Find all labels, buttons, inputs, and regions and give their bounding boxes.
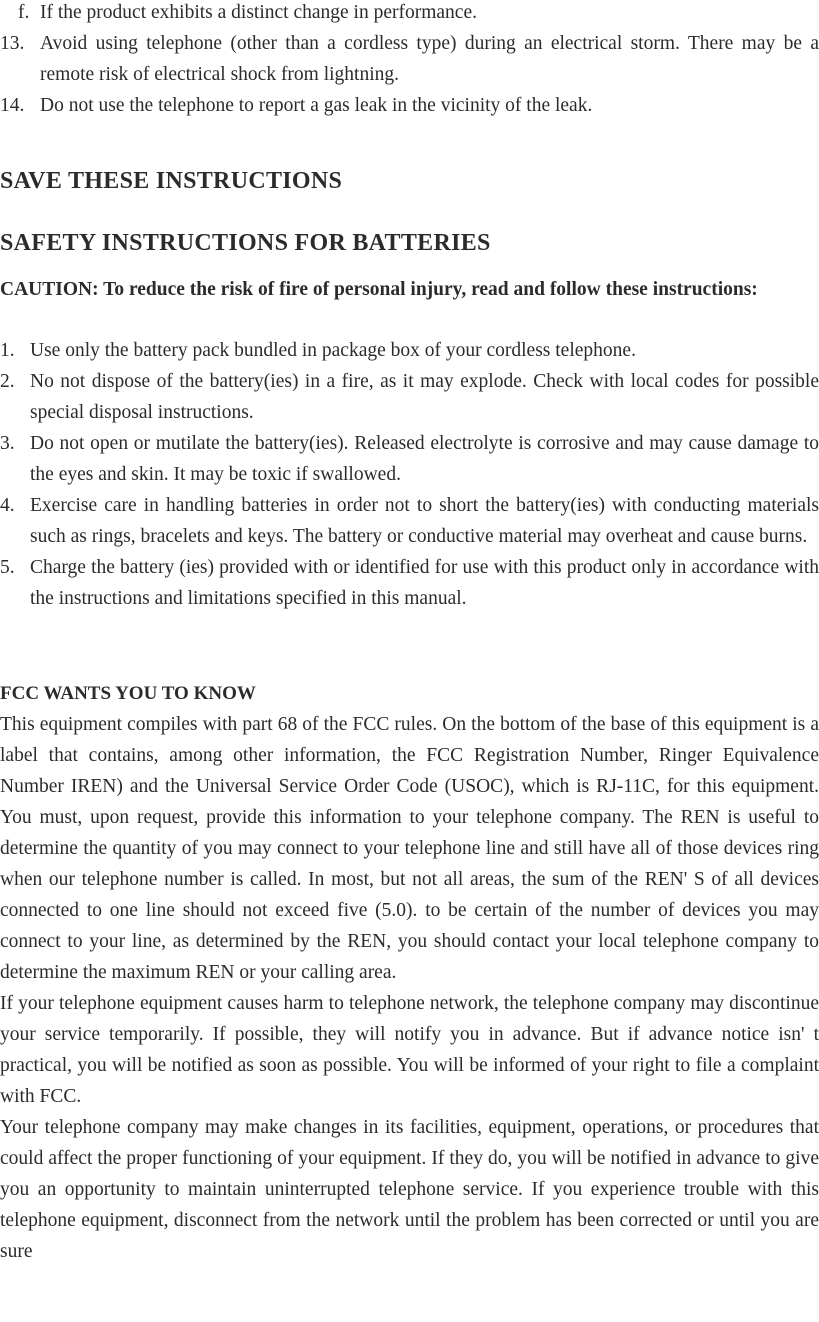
battery-heading: SAFETY INSTRUCTIONS FOR BATTERIES — [0, 230, 491, 256]
item-number: 4. — [0, 495, 15, 516]
item-text: Exercise care in handling batteries in order not to short the battery(ies) with conducting materials such as rings, bracelets and keys. The battery or conductive material may overheat and cause burns. — [30, 495, 819, 547]
battery-list — [0, 335, 819, 614]
item-number: 2. — [0, 371, 15, 392]
item-number: f. — [18, 2, 30, 23]
fcc-paragraph: Your telephone company may make changes in its facilities, equipment, operations, or procedures that could affect the proper functioning of your equipment. If they do, you will be notified in advance to give you an opportunity to maintain uninterrupted telephone service. If you experience trouble with this telephone equipment, disconnect from the network until the problem has been corrected or until you are sure — [0, 1117, 819, 1262]
item-text: Charge the battery (ies) provided with or identified for use with this product only in accordance with the instructions and limitations specified in this manual. — [30, 557, 819, 609]
caution-text: CAUTION: To reduce the risk of fire of personal injury, read and follow these instructions: — [0, 279, 758, 300]
item-number: 14. — [0, 95, 25, 116]
item-number: 1. — [0, 340, 15, 361]
item-text: Use only the battery pack bundled in package box of your cordless telephone. — [30, 340, 636, 361]
item-text: No not dispose of the battery(ies) in a fire, as it may explode. Check with local codes for possible special disposal instructions. — [30, 371, 819, 423]
fcc-section — [0, 678, 819, 1267]
item-text: Do not use the telephone to report a gas leak in the vicinity of the leak. — [40, 95, 593, 116]
item-number: 3. — [0, 433, 15, 454]
fcc-paragraph: If your telephone equipment causes harm to telephone network, the telephone company may discontinue your service temporarily. If possible, they will notify you in advance. But if advance notice isn' t practical, you will be notified as soon as possible. You will be informed of your right to file a complaint with FCC. — [0, 993, 819, 1107]
list-item — [0, 490, 819, 552]
item-text: Avoid using telephone (other than a cordless type) during an electrical storm. There may be a remote risk of electrical shock from lightning. — [40, 33, 819, 85]
list-item — [0, 366, 819, 428]
fcc-paragraph: This equipment compiles with part 68 of the FCC rules. On the bottom of the base of this equipment is a label that contains, among other information, the FCC Registration Number, Ringer Equivalence Number IREN) and the Universal Service Order Code (USOC), which is RJ-11C, for this equipment. You must, upon request, provide this information to your telephone company. The REN is useful to determine the quantity of you may connect to your telephone line and still have all of those devices ring when our telephone number is called. In most, but not all areas, the sum of the REN' S of all devices connected to one line should not exceed five (5.0). to be certain of the number of devices you may connect to your line, as determined by the REN, you should contact your local telephone company to determine the maximum REN or your calling area. — [0, 714, 819, 983]
list-item — [0, 552, 819, 614]
list-item — [0, 428, 819, 490]
list-item — [0, 0, 819, 28]
item-number: 5. — [0, 557, 15, 578]
save-heading: SAVE THESE INSTRUCTIONS — [0, 168, 343, 194]
list-item — [0, 28, 819, 90]
item-number: 13. — [0, 33, 25, 54]
list-item — [0, 90, 819, 121]
top-list — [0, 0, 819, 121]
fcc-heading: FCC WANTS YOU TO KNOW — [0, 683, 256, 704]
item-text: If the product exhibits a distinct change in performance. — [40, 2, 477, 23]
item-text: Do not open or mutilate the battery(ies). Released electrolyte is corrosive and may cause damage to the eyes and skin. It may be toxic if swallowed. — [30, 433, 819, 485]
list-item — [0, 335, 819, 366]
